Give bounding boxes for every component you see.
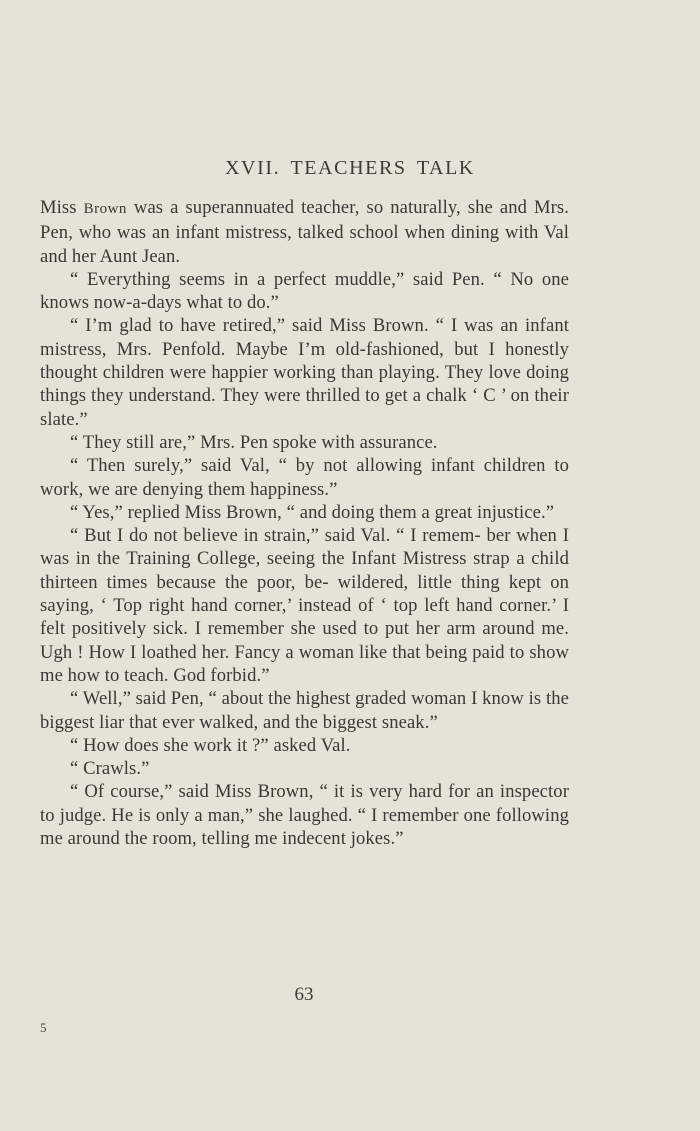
paragraph-5: “ Then surely,” said Val, “ by not allowing infant children to work, we are denying them happiness.”	[40, 455, 569, 500]
paragraph-4: “ They still are,” Mrs. Pen spoke with assurance.	[70, 431, 438, 453]
paragraph-6: “ Yes,” replied Miss Brown, “ and doing them a great injustice.”	[70, 501, 555, 523]
paragraph-1-text: was a superannuated teacher, so naturally, she and Mrs. Pen, who was an infant mistress, talked school when dining with Val and her Aunt Jean.	[40, 197, 569, 267]
page-number: 63	[294, 984, 314, 1005]
body-text	[40, 196, 569, 850]
signature-mark: 5	[40, 1020, 47, 1035]
paragraph-8: “ Well,” said Pen, “ about the highest graded woman I know is the biggest liar that ever walked, and the biggest sneak.”	[40, 688, 569, 733]
paragraph-11: “ Of course,” said Miss Brown, “ it is very hard for an inspector to judge. He is only a man,” she laughed. “ I remember one following me around the room, telling me indecent jokes.”	[40, 781, 569, 850]
paragraph-2: “ Everything seems in a perfect muddle,” said Pen. “ No one knows now-a-days what to do.”	[40, 268, 569, 314]
lead-word-1: Miss	[40, 197, 77, 218]
paragraph-10: “ Crawls.”	[70, 758, 150, 780]
page-header: XVII. TEACHERS TALK	[225, 157, 475, 179]
paragraph-7: “ But I do not believe in strain,” said Val. “ I remem- ber when I was in the Training College, seeing the Infant Mistress strap a child thirteen times because the poor, be- wildered, little thing kept on saying, ‘ Top right hand corner,’ instead of ‘ top left hand corner.’ I felt positively sick. I remember she used to put her arm around me. Ugh ! How I loathed her. Fancy a woman like that being paid to show me how to teach. God forbid.”	[40, 525, 569, 686]
paragraph-1	[40, 196, 569, 268]
paragraph-9: “ How does she work it ?” asked Val.	[70, 734, 351, 756]
lead-word-2: Brown	[83, 201, 127, 217]
paragraph-3: “ I’m glad to have retired,” said Miss Brown. “ I was an infant mistress, Mrs. Penfold. Maybe I’m old-fashioned, but I honestly thought children were happier working than playing. They love doing things they understand. They were thrilled to get a chalk ‘ C ’ on their slate.”	[40, 315, 569, 430]
